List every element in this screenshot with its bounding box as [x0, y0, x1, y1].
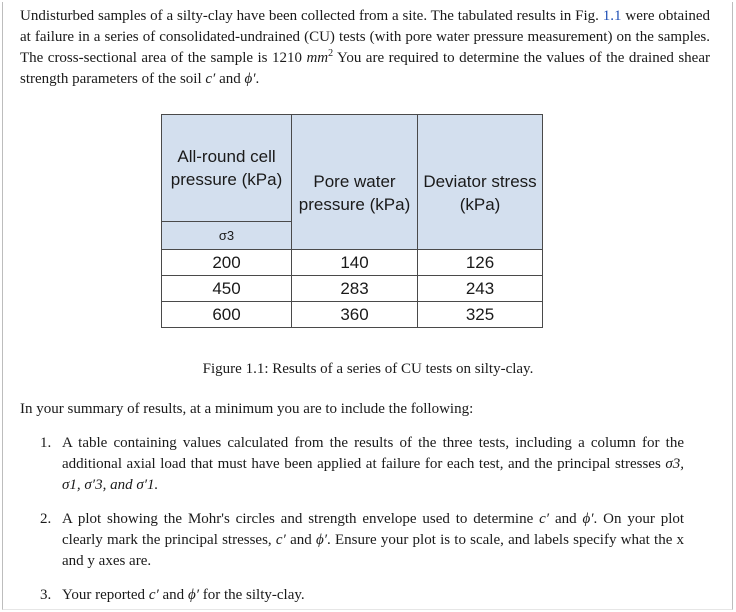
pore-pressure-value: 283	[292, 276, 418, 302]
deviator-stress-value: 126	[418, 250, 543, 276]
task-text: for the silty-clay.	[202, 587, 305, 603]
header-pore-pressure: Pore water pressure (kPa)	[292, 115, 418, 222]
friction-angle-symbol: ϕ′	[582, 511, 594, 527]
list-item	[20, 585, 684, 606]
intro-and: and	[219, 71, 241, 87]
list-number: 1.	[40, 435, 52, 451]
area-unit: mm	[306, 50, 329, 66]
task-list	[20, 433, 684, 606]
task-text: Ensure your plot is to scale, and labels specify what the x and y axes are.	[62, 532, 685, 569]
task-text: On your plot clearly mark the principal stresses,	[62, 511, 685, 548]
task-text: Your reported	[62, 587, 146, 603]
intro-text-2: were obtained at failure in a series of consolidated-undrained (CU) tests (with pore water pressure measurement) on the samples. The cross-sectional area of the sample is 1210	[20, 8, 711, 66]
deviator-stress-value: 325	[418, 302, 543, 328]
results-table	[161, 114, 543, 328]
area-unit-exponent: 2	[328, 48, 334, 59]
table-row	[162, 276, 543, 302]
cell-pressure-value: 200	[162, 250, 292, 276]
intro-text-1: Undisturbed samples of a silty-clay have been collected from a site. The tabulated results in Fig.	[20, 8, 599, 24]
task-period: .	[327, 532, 331, 548]
header-deviator-stress: Deviator stress (kPa)	[418, 115, 543, 222]
pore-pressure-value: 360	[292, 302, 418, 328]
task-text: A table containing values calculated from the results of the three tests, including a column for the additional axial load that must have been applied at failure for each test, and the principal stresses	[62, 435, 684, 472]
pore-pressure-value: 140	[292, 250, 418, 276]
deviator-stress-value: 243	[418, 276, 543, 302]
cell-pressure-value: 600	[162, 302, 292, 328]
task-and: and	[162, 587, 185, 603]
cohesion-symbol: c′	[275, 532, 286, 548]
cohesion-symbol: c′	[148, 587, 159, 603]
task-and: and	[290, 532, 312, 548]
cell-pressure-value: 450	[162, 276, 292, 302]
table-row	[162, 302, 543, 328]
friction-angle-symbol: ϕ′	[244, 71, 256, 87]
task-text: A plot showing the Mohr's circles and strength envelope used to determine	[62, 511, 534, 527]
list-number: 3.	[40, 587, 52, 603]
friction-angle-symbol: ϕ′	[315, 532, 327, 548]
intro-paragraph	[20, 6, 710, 90]
figure-link[interactable]: 1.1	[602, 8, 622, 24]
table-header-row	[162, 115, 543, 222]
symbol-blank-cell	[292, 222, 418, 250]
summary-intro: In your summary of results, at a minimum you are to include the following:	[20, 401, 474, 417]
table-symbol-row	[162, 222, 543, 250]
friction-angle-symbol: ϕ′	[187, 587, 199, 603]
header-cell-pressure: All-round cell pressure (kPa)	[162, 115, 292, 222]
table-row	[162, 250, 543, 276]
intro-text-3: You are required to determine the values of the drained shear strength parameters of the soil	[20, 50, 710, 87]
list-number: 2.	[40, 511, 52, 527]
principal-stress-symbols: σ3, σ1, σ′3, and σ′1.	[62, 456, 684, 493]
task-period: .	[593, 511, 598, 527]
cohesion-symbol: c′	[539, 511, 550, 527]
list-item	[20, 509, 684, 572]
intro-period: .	[255, 71, 260, 87]
cohesion-symbol: c′	[205, 71, 216, 87]
symbol-blank-cell	[418, 222, 543, 250]
task-and: and	[554, 511, 577, 527]
list-item	[20, 433, 684, 496]
figure-caption: Figure 1.1: Results of a series of CU tests on silty-clay.	[202, 361, 534, 377]
sigma3-symbol: σ3	[162, 222, 292, 250]
